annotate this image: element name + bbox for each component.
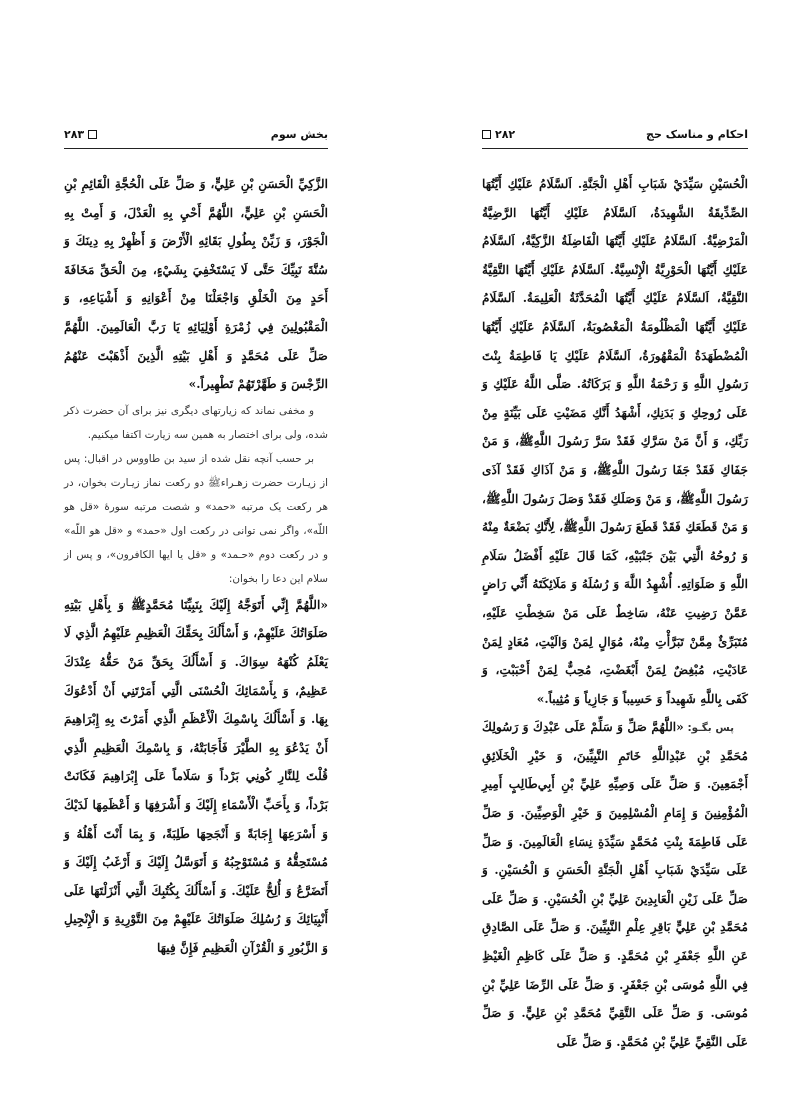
- arabic-paragraph: [482, 713, 748, 1056]
- page-body-right: [482, 170, 748, 1056]
- page-number-left: [64, 128, 97, 141]
- square-box-icon: [482, 130, 491, 139]
- arabic-text: «اللَّهُمَّ صَلِّ وَ سَلِّمْ عَلَى عَبْدِكَ وَ رَسُولِكَ مُحَمَّدِ بْنِ عَبْدِاللَّهِ خَاتَمِ النَّبِيِّينَ، وَ خَيْرِ الْخَلَائِقِ أَجْمَعِينَ. وَ صَلِّ عَلَى وَصِيِّهِ عَلِيِّ بْنِ أَبِي‌طَالِبٍ أَمِيرِ الْمُؤْمِنِينَ وَ إِمَامِ الْمُسْلِمِينَ وَ خَيْرِ الْوَصِيِّينَ. وَ صَلِّ عَلَى فَاطِمَةَ بِنْتِ مُحَمَّدٍ سَيِّدَةِ نِسَاءِ الْعَالَمِينَ. وَ صَلِّ عَلَى سَيِّدَيْ شَبَابِ أَهْلِ الْجَنَّةِ الْحَسَنِ وَ الْحُسَيْنِ. وَ صَلِّ عَلَى زَيْنِ الْعَابِدِينَ عَلِيِّ بْنِ الْحُسَيْنِ. وَ صَلِّ عَلَى مُحَمَّدِ بْنِ عَلِيٍّ بَاقِرِ عِلْمِ النَّبِيِّينَ. وَ صَلِّ عَلَى الصَّادِقِ عَنِ اللَّهِ جَعْفَرِ بْنِ مُحَمَّدٍ. وَ صَلِّ عَلَى كَاظِمِ الْغَيْظِ فِي اللَّهِ مُوسَى بْنِ جَعْفَرٍ. وَ صَلِّ عَلَى الرِّضَا عَلِيِّ بْنِ مُوسَى. وَ صَلِّ عَلَى التَّقِيِّ مُحَمَّدِ بْنِ عَلِيٍّ. وَ صَلِّ عَلَى النَّقِيِّ عَلِيِّ بْنِ مُحَمَّدٍ. وَ صَلِّ عَلَى: [482, 720, 748, 1049]
- arabic-paragraph: الزَّكِيِّ الْحَسَنِ بْنِ عَلِيٍّ، وَ صَلِّ عَلَى الْحُجَّةِ الْقَائِمِ بْنِ الْحَسَنِ بْنِ عَلِيٍّ، اللَّهُمَّ أَحْيِ بِهِ الْعَدْلَ، وَ أَمِتْ بِهِ الْجَوْرَ، وَ زَيِّنْ بِطُولِ بَقَائِهِ الْأَرْضَ وَ أَظْهِرْ بِهِ دِينَكَ وَ سُنَّةَ نَبِيِّكَ حَتَّى لَا يَسْتَخْفِيَ بِشَيْءٍ، مِنَ الْحَقِّ مَخَافَةَ أَحَدٍ مِنَ الْخَلْقِ وَاجْعَلْنَا مِنْ أَعْوَانِهِ وَ أَشْيَاعِهِ، وَ الْمَقْبُولِينَ فِي زُمْرَةِ أَوْلِيَائِهِ يَا رَبَّ الْعَالَمِينَ. اللَّهُمَّ صَلِّ عَلَى مُحَمَّدٍ وَ أَهْلِ بَيْتِهِ الَّذِينَ أَذْهَبْتَ عَنْهُمُ الرِّجْسَ وَ طَهَّرْتَهُمْ تَطْهِيراً.»: [64, 177, 328, 392]
- running-head-left: [64, 126, 328, 149]
- page-body-left: [64, 170, 328, 962]
- book-title: احکام و مناسک حج: [646, 128, 748, 141]
- running-head-right: [482, 126, 748, 149]
- page-number-text: ۲۸۲: [495, 128, 516, 141]
- arabic-paragraph: «اللَّهُمَّ إِنِّي أَتَوَجَّهُ إِلَيْكَ بِنَبِيِّنَا مُحَمَّدٍﷺ وَ بِأَهْلِ بَيْتِهِ صَلَوَاتُكَ عَلَيْهِمْ، وَ أَسْأَلُكَ بِحَقِّكَ الْعَظِيمِ عَلَيْهِمُ الَّذِي لَا يَعْلَمُ كُنْهَهُ سِوَاكَ. وَ أَسْأَلُكَ بِحَقِّ مَنْ حَقُّهُ عِنْدَكَ عَظِيمٌ، وَ بِأَسْمَائِكَ الْحُسْنَى الَّتِي أَمَرْتَنِي أَنْ أَدْعُوَكَ بِهَا. وَ أَسْأَلُكَ بِاسْمِكَ الْأَعْظَمِ الَّذِي أَمَرْتَ بِهِ إِبْرَاهِيمَ أَنْ يَدْعُوَ بِهِ الطَّيْرَ فَأَجَابَتْهُ، وَ بِاسْمِكَ الْعَظِيمِ الَّذِي قُلْتَ لِلنَّارِ كُونِي بَرْداً وَ سَلَاماً عَلَى إِبْرَاهِيمَ فَكَانَتْ بَرْداً، وَ بِأَحَبِّ الْأَسْمَاءِ إِلَيْكَ وَ أَشْرَفِهَا وَ أَعْظَمِهَا لَدَيْكَ وَ أَسْرَعِهَا إِجَابَةً وَ أَنْجَحِهَا طَلِبَةً، وَ بِمَا أَنْتَ أَهْلُهُ وَ مُسْتَحِقُّهُ وَ مُسْتَوْجِبُهُ وَ أَتَوَسَّلُ إِلَيْكَ وَ أَرْغَبُ إِلَيْكَ وَ أَتَضَرَّعُ وَ أُلِحُّ عَلَيْكَ. وَ أَسْأَلُكَ بِكُتُبِكَ الَّتِي أَنْزَلْتَهَا عَلَى أَنْبِيَائِكَ وَ رُسُلِكَ صَلَوَاتُكَ عَلَيْهِمْ مِنَ التَّوْرِيةِ وَ الْإِنْجِيلِ وَ الزَّبُورِ وَ الْقُرْآنِ الْعَظِيمِ فَإِنَّ فِيهَا: [64, 597, 328, 955]
- page-number-right: [482, 128, 515, 141]
- page-number-text: ۲۸۳: [64, 128, 85, 141]
- section-title: بخش سوم: [270, 128, 328, 141]
- persian-lead: پس بگـو:: [683, 722, 734, 735]
- square-box-icon: [88, 130, 97, 139]
- persian-paragraph: بر حسب آنچه نقل شده از سید بن طاووس در اقبال: پس از زیـارت حضرت زهـراءﷺ دو رکعت نماز زیـارت بخوان، در هر رکعت یک مرتبه «حمد» و شصت مرتبه سورهٔ «قل هو اللّه»، واگر نمی توانی در رکعت اول «حمد» و «قل هو اللّه» و در رکعت دوم «حـمد» و «قل یا ایها الکافرون»، و پس از سلام این دعا را بخوان:: [64, 452, 328, 585]
- arabic-paragraph: الْحُسَيْنِ سَيِّدَيْ شَبَابِ أَهْلِ الْجَنَّةِ. اَلسَّلَامُ عَلَيْكِ أَيَّتُهَا الصِّدِّيقَةُ الشَّهِيدَةُ، اَلسَّلَامُ عَلَيْكِ أَيَّتُهَا الرَّضِيَّةُ الْمَرْضِيَّةُ. اَلسَّلَامُ عَلَيْكِ أَيَّتُهَا الْفَاضِلَةُ الزَّكِيَّةُ، اَلسَّلَامُ عَلَيْكِ أَيَّتُهَا الْحَوْرِيَّةُ الْإِنْسِيَّةُ. اَلسَّلَامُ عَلَيْكِ أَيَّتُهَا التَّقِيَّةُ النَّقِيَّةُ، اَلسَّلَامُ عَلَيْكِ أَيَّتُهَا الْمُحَدَّثَةُ الْعَلِيمَةُ. اَلسَّلَامُ عَلَيْكِ أَيَّتُهَا الْمَظْلُومَةُ الْمَغْصُوبَةُ، اَلسَّلَامُ عَلَيْكِ أَيَّتُهَا الْمُضْطَهَدَةُ الْمَقْهُورَةُ، اَلسَّلَامُ عَلَيْكِ يَا فَاطِمَةُ بِنْتَ رَسُولِ اللَّهِ وَ رَحْمَةُ اللَّهِ وَ بَرَكَاتُهُ. صَلَّى اللَّهُ عَلَيْكِ وَ عَلَى رُوحِكِ وَ بَدَنِكِ، أَشْهَدُ أَنَّكِ مَضَيْتِ عَلَى بَيِّنَةٍ مِنْ رَبِّكِ، وَ أَنَّ مَنْ سَرَّكِ فَقَدْ سَرَّ رَسُولَ اللَّهِﷺ، وَ مَنْ جَفَاكِ فَقَدْ جَفَا رَسُولَ اللَّهِﷺ، وَ مَنْ آذَاكِ فَقَدْ آذَى رَسُولَ اللَّهِﷺ، وَ مَنْ وَصَلَكِ فَقَدْ وَصَلَ رَسُولَ اللَّهِﷺ، وَ مَنْ قَطَعَكِ فَقَدْ قَطَعَ رَسُولَ اللَّهِﷺ، لِأَنَّكِ بَضْعَةٌ مِنْهُ وَ رُوحُهُ الَّتِي بَيْنَ جَنْبَيْهِ، كَمَا قَالَ عَلَيْهِ أَفْضَلُ سَلَامِ اللَّهِ وَ صَلَوَاتِهِ. أُشْهِدُ اللَّهَ وَ رُسُلَهُ وَ مَلَائِكَتَهُ أَنِّي رَاضٍ عَمَّنْ رَضِيتِ عَنْهُ، سَاخِطٌ عَلَى مَنْ سَخِطْتِ عَلَيْهِ، مُتَبَرِّئٌ مِمَّنْ تَبَرَّأْتِ مِنْهُ، مُوَالٍ لِمَنْ وَالَيْتِ، مُعَادٍ لِمَنْ عَادَيْتِ، مُبْغِضٌ لِمَنْ أَبْغَضْتِ، مُحِبٌّ لِمَنْ أَحْبَبْتِ، وَ كَفَى بِاللَّهِ شَهِيداً وَ حَسِيباً وَ جَازِياً وَ مُثِيباً.»: [482, 177, 748, 706]
- persian-paragraph: و مخفی نماند که زیارتهای دیگری نیز برای آن حضرت ذکر شده، ولی برای اختصار به همین سه زیارت اکتفا میکنیم.: [64, 404, 328, 441]
- right-page: [400, 0, 800, 1100]
